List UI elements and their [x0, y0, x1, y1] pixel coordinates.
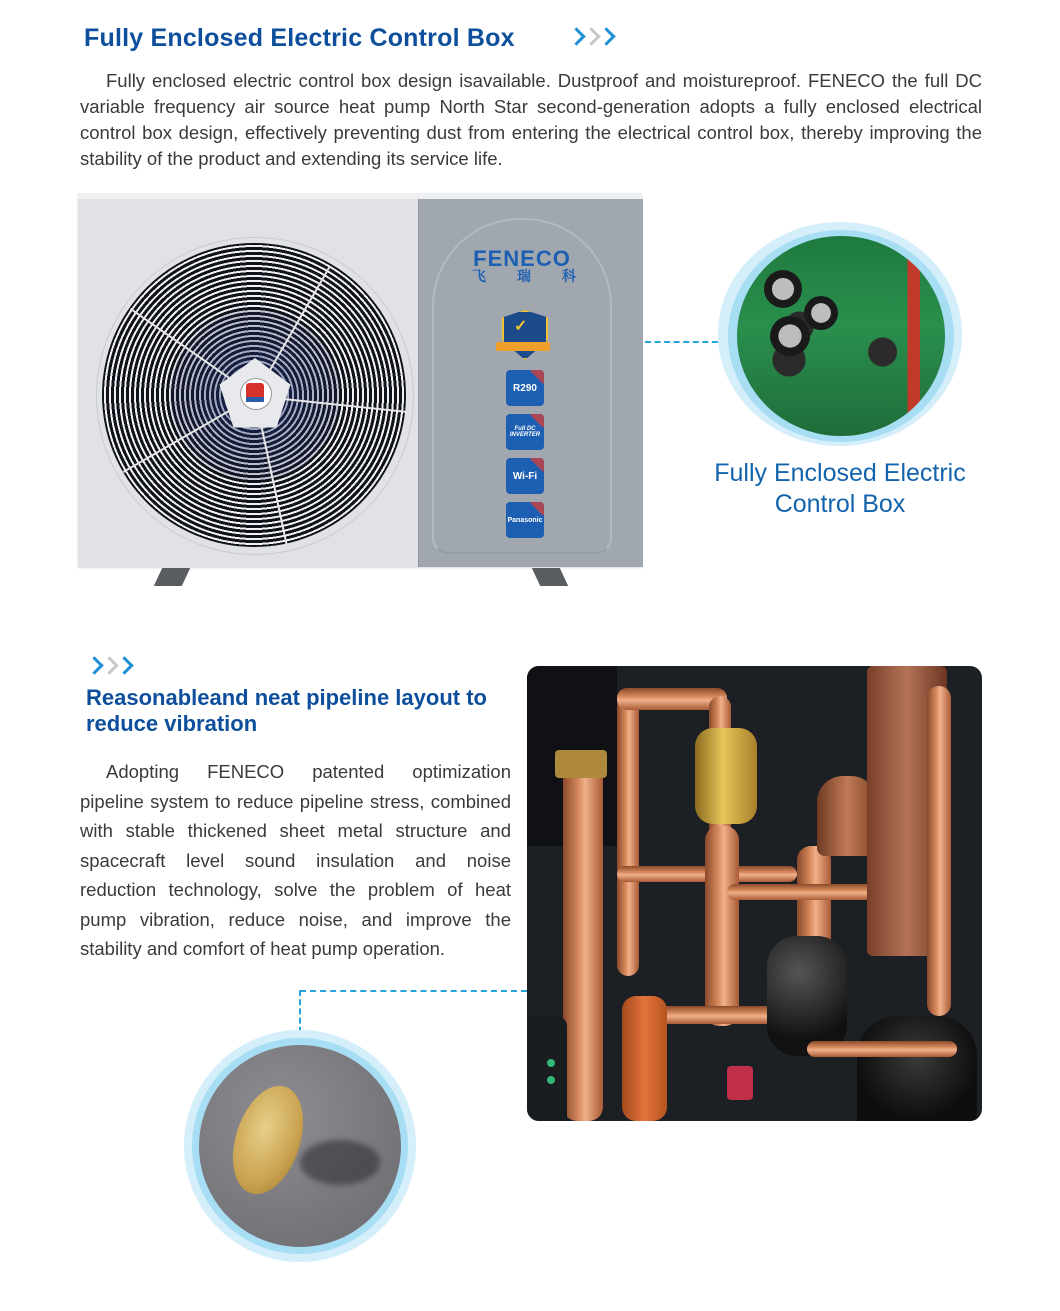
- compressor: [857, 1016, 977, 1121]
- coin-shadow: [300, 1140, 380, 1185]
- unit-foot-left: [154, 568, 190, 586]
- copper-pipe: [617, 696, 639, 976]
- copper-pipe: [927, 686, 951, 1016]
- status-led: [547, 1076, 555, 1084]
- hub-logo-red: [246, 383, 264, 397]
- wifi-badge-icon: Wi-Fi: [506, 458, 544, 494]
- shield-ribbon: [496, 342, 550, 351]
- pipeline-description: Adopting FENECO patented optimization pipeline system to reduce pipeline stress, combined with stable thickened sheet metal structure and spacecraft level sound insulation and noise reduction technology, solve the problem of heat pump vibration, reduce noise, and improve the stability and comfort of heat pump operation.: [80, 761, 511, 959]
- capacitor: [770, 316, 810, 356]
- control-box-description: Fully enclosed electric control box design isavailable. Dustproof and moistureproof. FENECO the full DC variable frequency air source heat pump North Star second-generation adopts a fully enclosed electrical control box design, effectively preventing dust from entering the electrical control box, thereby improving the stability of the product and extending its service life.: [80, 70, 982, 169]
- section-title-pipeline: Reasonableand neat pipeline layout to reduce vibration: [86, 685, 487, 736]
- circuit-board-photo: [737, 236, 945, 436]
- copper-pipe: [705, 826, 739, 1026]
- pump-control-module: [527, 1016, 567, 1121]
- capacitor: [764, 270, 802, 308]
- triple-chevron-right-icon: [570, 30, 615, 43]
- triple-chevron-right-icon: [88, 659, 133, 672]
- inverter-badge-icon: Full DC INVERTER: [506, 414, 544, 450]
- connector-dashed-line: [300, 990, 527, 992]
- brass-valve: [695, 728, 757, 824]
- brass-fitting: [555, 750, 607, 778]
- status-led: [547, 1059, 555, 1067]
- capacitor: [804, 296, 838, 330]
- brand-logo: FENECO: [473, 246, 571, 271]
- copper-pipe: [807, 1041, 957, 1057]
- section-title-control-box: Fully Enclosed Electric Control Box: [84, 24, 515, 52]
- panasonic-badge-icon: Panasonic: [506, 502, 544, 538]
- copper-pipeline-photo: [527, 666, 982, 1121]
- checkmark-icon: ✓: [514, 318, 528, 335]
- hub-logo-wave: [246, 397, 264, 402]
- orange-pump-housing: [622, 996, 667, 1121]
- red-sensor-cap: [727, 1066, 753, 1100]
- brand-logo-chinese: 飞 瑞 科: [472, 268, 576, 284]
- black-accumulator: [767, 936, 847, 1056]
- coin-photo-background: [199, 1045, 401, 1247]
- unit-foot-right: [532, 568, 568, 586]
- r290-badge-icon: R290: [506, 370, 544, 406]
- control-box-caption: Fully Enclosed Electric Control Box: [714, 459, 966, 518]
- copper-pipe: [563, 756, 603, 1121]
